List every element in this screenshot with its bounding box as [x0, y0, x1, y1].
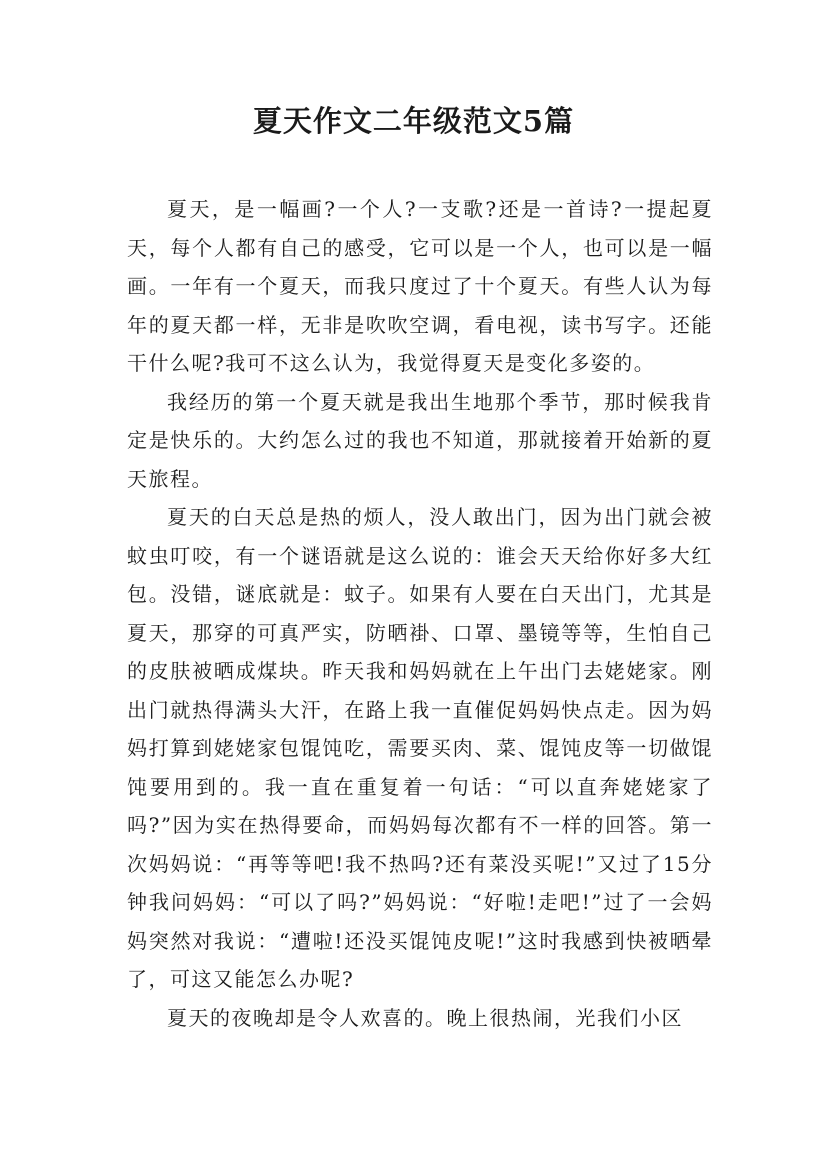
paragraph-1: 夏天，是一幅画?一个人?一支歌?还是一首诗?一提起夏天，每个人都有自己的感受，它可以是一个人，也可以是一幅画。一年有一个夏天，而我只度过了十个夏天。有些人认为每年的夏天都一样，无非是吹吹空调，看电视，读书写字。还能干什么呢?我可不这么认为，我觉得夏天是变化多姿的。	[127, 197, 713, 375]
paragraph-3: 夏天的白天总是热的烦人，没人敢出门，因为出门就会被蚊虫叮咬，有一个谜语就是这么说的：谁会天天给你好多大红包。没错，谜底就是：蚊子。如果有人要在白天出门，尤其是夏天，那穿的可真严实，防晒褂、口罩、墨镜等等，生怕自己的皮肤被晒成煤块。昨天我和妈妈就在上午出门去姥姥家。刚出门就热得满头大汗，在路上我一直催促妈妈快点走。因为妈妈打算到姥姥家包馄饨吃，需要买肉、菜、馄饨皮等一切做馄饨要用到的。我一直在重复着一句话：“可以直奔姥姥家了吗?”因为实在热得要命，而妈妈每次都有不一样的回答。第一次妈妈说：“再等等吧!我不热吗?还有菜没买呢!”又过了15分钟我问妈妈：“可以了吗?”妈妈说：“好啦!走吧!”过了一会妈妈突然对我说：“遭啦!还没买馄饨皮呢!”这时我感到快被晒晕了，可这又能怎么办呢?	[127, 505, 713, 991]
paragraph-4: 夏天的夜晚却是令人欢喜的。晚上很热闹，光我们小区	[167, 1005, 683, 1030]
paragraph-2: 我经历的第一个夏天就是我出生地那个季节，那时候我肯定是快乐的。大约怎么过的我也不知道，那就接着开始新的夏天旅程。	[127, 389, 713, 491]
document-title: 夏天作文二年级范文5篇	[252, 104, 575, 138]
document-body	[127, 190, 713, 1037]
